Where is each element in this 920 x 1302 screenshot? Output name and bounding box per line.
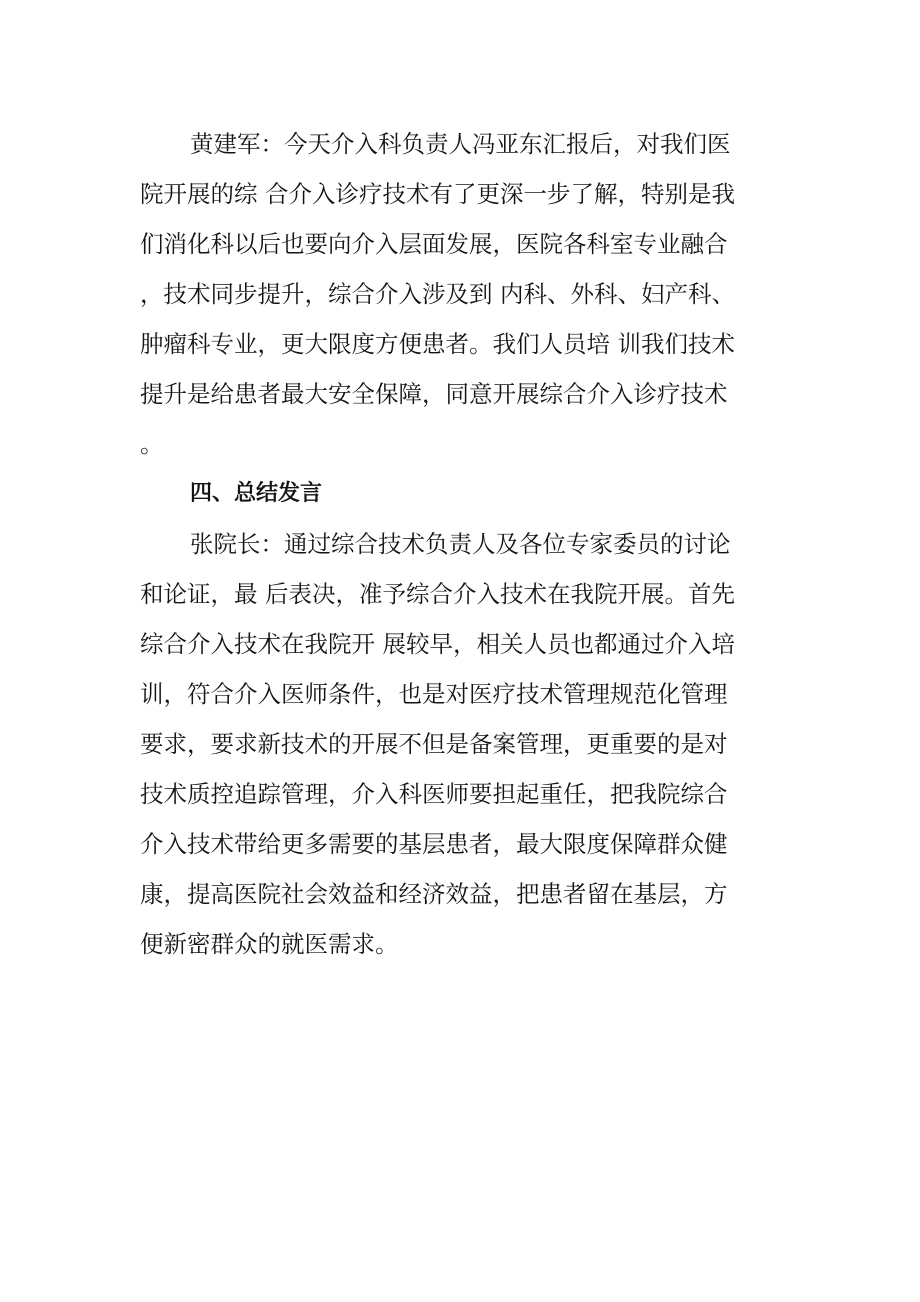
paragraph-line: ，技术同步提升，综合介入涉及到 内科、外科、妇产科、 [140,280,735,308]
paragraph-line: 院开展的综 合介入诊疗技术有了更深一步了解，特别是我 [140,180,735,208]
paragraph-line: 黄建军：今天介入科负责人冯亚东汇报后，对我们医 [190,130,731,158]
paragraph-line: 。 [140,430,164,458]
paragraph-line: 介入技术带给更多需要的基层患者，最大限度保障群众健 [140,830,728,858]
paragraph-line: 肿瘤科专业，更大限度方便患者。我们人员培 训我们技术 [140,330,735,358]
paragraph-line: 提升是给患者最大安全保障，同意开展综合介入诊疗技术 [140,380,728,408]
paragraph-line: 综合介入技术在我院开 展较早，相关人员也都通过介入培 [140,630,735,658]
paragraph-line: 康，提高医院社会效益和经济效益，把患者留在基层，方 [140,880,728,908]
paragraph-line: 要求，要求新技术的开展不但是备案管理，更重要的是对 [140,730,728,758]
paragraph-line: 便新密群众的就医需求。 [140,930,399,958]
paragraph-huang-jianjun [140,119,775,469]
paragraph-line: 和论证，最 后表决，准予综合介入技术在我院开展。首先 [140,580,735,608]
paragraph-president-zhang [140,519,775,969]
document-body [140,119,775,969]
paragraph-line: 张院长：通过综合技术负责人及各位专家委员的讨论 [190,530,731,558]
paragraph-line: 们消化科以后也要向介入层面发展，医院各科室专业融合 [140,230,728,258]
paragraph-line: 训，符合介入医师条件，也是对医疗技术管理规范化管理 [140,680,728,708]
section-heading: 四、总结发言 [190,481,323,506]
paragraph-line: 技术质控追踪管理，介入科医师要担起重任，把我院综合 [140,780,728,808]
